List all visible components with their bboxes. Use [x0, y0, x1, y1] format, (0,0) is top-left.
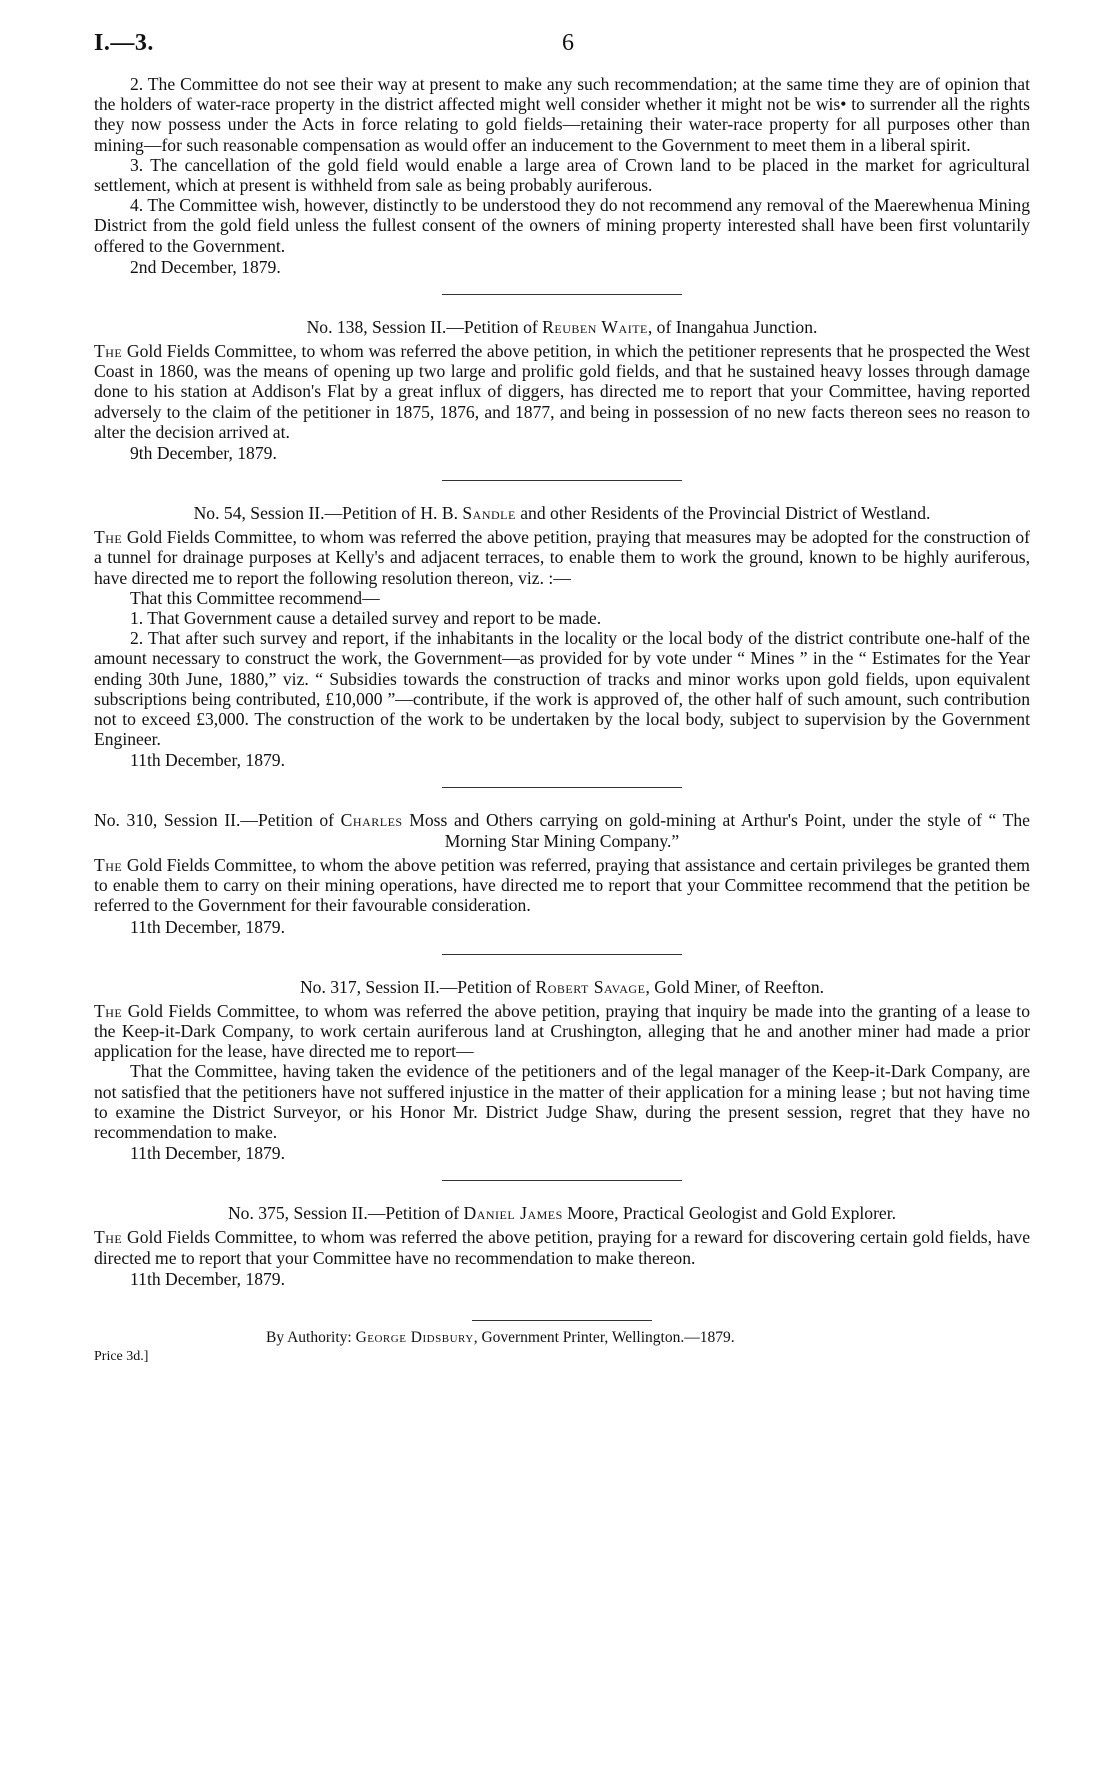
petition-heading: No. 375, Session II.—Petition of Daniel James Moore, Practical Geologist and Gold Explorer.: [227, 1203, 897, 1224]
committee-finding: That the Committee, having taken the evidence of the petitioners and of the legal manager of the Keep-it-Dark Company, are not satisfied that the petitioners have not suffered injustice in the matter of their application for a mining lease ; but not having time to examine the District Surveyor, or his Honor Mr. District Judge Shaw, during the present session, regret that they have no recommendation to make.: [94, 1061, 1030, 1142]
section-divider: [442, 480, 682, 481]
page-header: [94, 30, 1030, 74]
petition-section: [94, 810, 1030, 937]
petition-section: [94, 1203, 1030, 1290]
intro-section: [94, 74, 1030, 278]
printer-imprint: By Authority: George Didsbury, Government Printer, Wellington.—1879.: [266, 1328, 735, 1346]
resolution-line: That this Committee recommend—: [130, 587, 380, 608]
petition-body: The Gold Fields Committee, to whom was referred the above petition, in which the petitioner represents that he prospected the West Coast in 1860, was the means of opening up two large and prolific gold fields, and that he sustained heavy losses through damage done to his station at Addison's Flat by a great influx of diggers, has directed me to report that your Committee, having reported adversely to the claim of the petitioner in 1875, 1876, and 1877, and being in possession of no new facts thereon sees no reason to alter the decision arrived at.: [94, 341, 1030, 442]
section-divider: [442, 294, 682, 295]
petition-section: [94, 317, 1030, 464]
petition-body: The Gold Fields Committee, to whom the above petition was referred, praying that assistance and certain privileges be granted them to enable them to carry on their mining operations, have directed me to report that your Committee recommend that the petition be referred to the Government for their favourable consideration.: [94, 854, 1030, 916]
paragraph-4: 4. The Committee wish, however, distinctly to be understood they do not recommend any removal of the Maerewhenua Mining District from the gold field unless the fullest consent of the owners of mining property interested shall have been first voluntarily offered to the Government.: [94, 195, 1030, 256]
page-footer: [94, 1328, 1030, 1364]
resolution-item: 1. That Government cause a detailed survey and report to be made.: [130, 608, 602, 629]
petition-heading: No. 54, Session II.—Petition of H. B. Sandle and other Residents of the Provincial District of Westland.: [193, 503, 931, 524]
petition-heading: No. 317, Session II.—Petition of Robert Savage, Gold Miner, of Reefton.: [299, 976, 825, 997]
petition-date: 9th December, 1879.: [130, 443, 277, 464]
petition-date: 11th December, 1879.: [130, 750, 285, 771]
petition-section: [94, 503, 1030, 771]
paragraph-2: 2. The Committee do not see their way at present to make any such recommendation; at the same time they are of opinion that the holders of water-race property in the district affected might well consider whether it might not be wis• to surrender all the rights they now possess under the Acts in force relating to gold fields—retaining their water-race property for all purposes other than mining—for such reasonable compensation as would offer an inducement to the Government to meet them in a liberal spirit.: [94, 74, 1030, 155]
page-number: 6: [562, 30, 574, 56]
section-divider: [442, 954, 682, 955]
footer-divider: [472, 1320, 652, 1321]
petition-section: [94, 977, 1030, 1165]
report-date: 2nd December, 1879.: [130, 256, 281, 277]
document-page: [94, 30, 1030, 1364]
section-divider: [442, 787, 682, 788]
petition-date: 11th December, 1879.: [130, 916, 285, 937]
section-divider: [442, 1180, 682, 1181]
petition-heading: No. 310, Session II.—Petition of Charles Moss and Others carrying on gold-mining at Arthur's Point, under the style of “ The Morning Star Mining Company.”: [94, 810, 1030, 851]
resolution-item: 2. That after such survey and report, if the inhabitants in the locality or the local body of the district contribute one-half of the amount necessary to construct the work, the Government—as provided for by vote under “ Mines ” in the “ Estimates for the Year ending 30th June, 1880,” viz. “ Subsidies towards the construction of tracks and minor works upon gold fields, upon equivalent subscriptions being contributed, £10,000 ”—contribute, if the work is approved of, the other half of such amount, such contribution not to exceed £3,000. The construction of the work to be undertaken by the local body, subject to supervision by the Government Engineer.: [94, 628, 1030, 750]
petition-date: 11th December, 1879.: [130, 1143, 285, 1164]
price-label: Price 3d.]: [94, 1348, 149, 1364]
petition-heading: No. 138, Session II.—Petition of Reuben Waite, of Inangahua Junction.: [306, 316, 818, 337]
paragraph-3: 3. The cancellation of the gold field would enable a large area of Crown land to be placed in the market for agricultural settlement, which at present is withheld from sale as being probably auriferous.: [94, 154, 1030, 196]
document-reference: I.—3.: [94, 30, 154, 56]
petition-body: The Gold Fields Committee, to whom was referred the above petition, praying that measures may be adopted for the construction of a tunnel for drainage purposes at Kelly's and adjacent terraces, to enable them to work the ground, known to be highly auriferous, have directed me to report the following resolution thereon, viz. :—: [94, 527, 1030, 588]
petition-body: The Gold Fields Committee, to whom was referred the above petition, praying that inquiry be made into the granting of a lease to the Keep-it-Dark Company, to work certain auriferous land at Crushington, alleging that he and another miner had made a prior application for the lease, have directed me to report—: [94, 1000, 1030, 1062]
petition-date: 11th December, 1879.: [130, 1268, 285, 1289]
petition-body: The Gold Fields Committee, to whom was referred the above petition, praying for a reward for discovering certain gold fields, have directed me to report that your Committee have no recommendation to make thereon.: [94, 1227, 1030, 1268]
